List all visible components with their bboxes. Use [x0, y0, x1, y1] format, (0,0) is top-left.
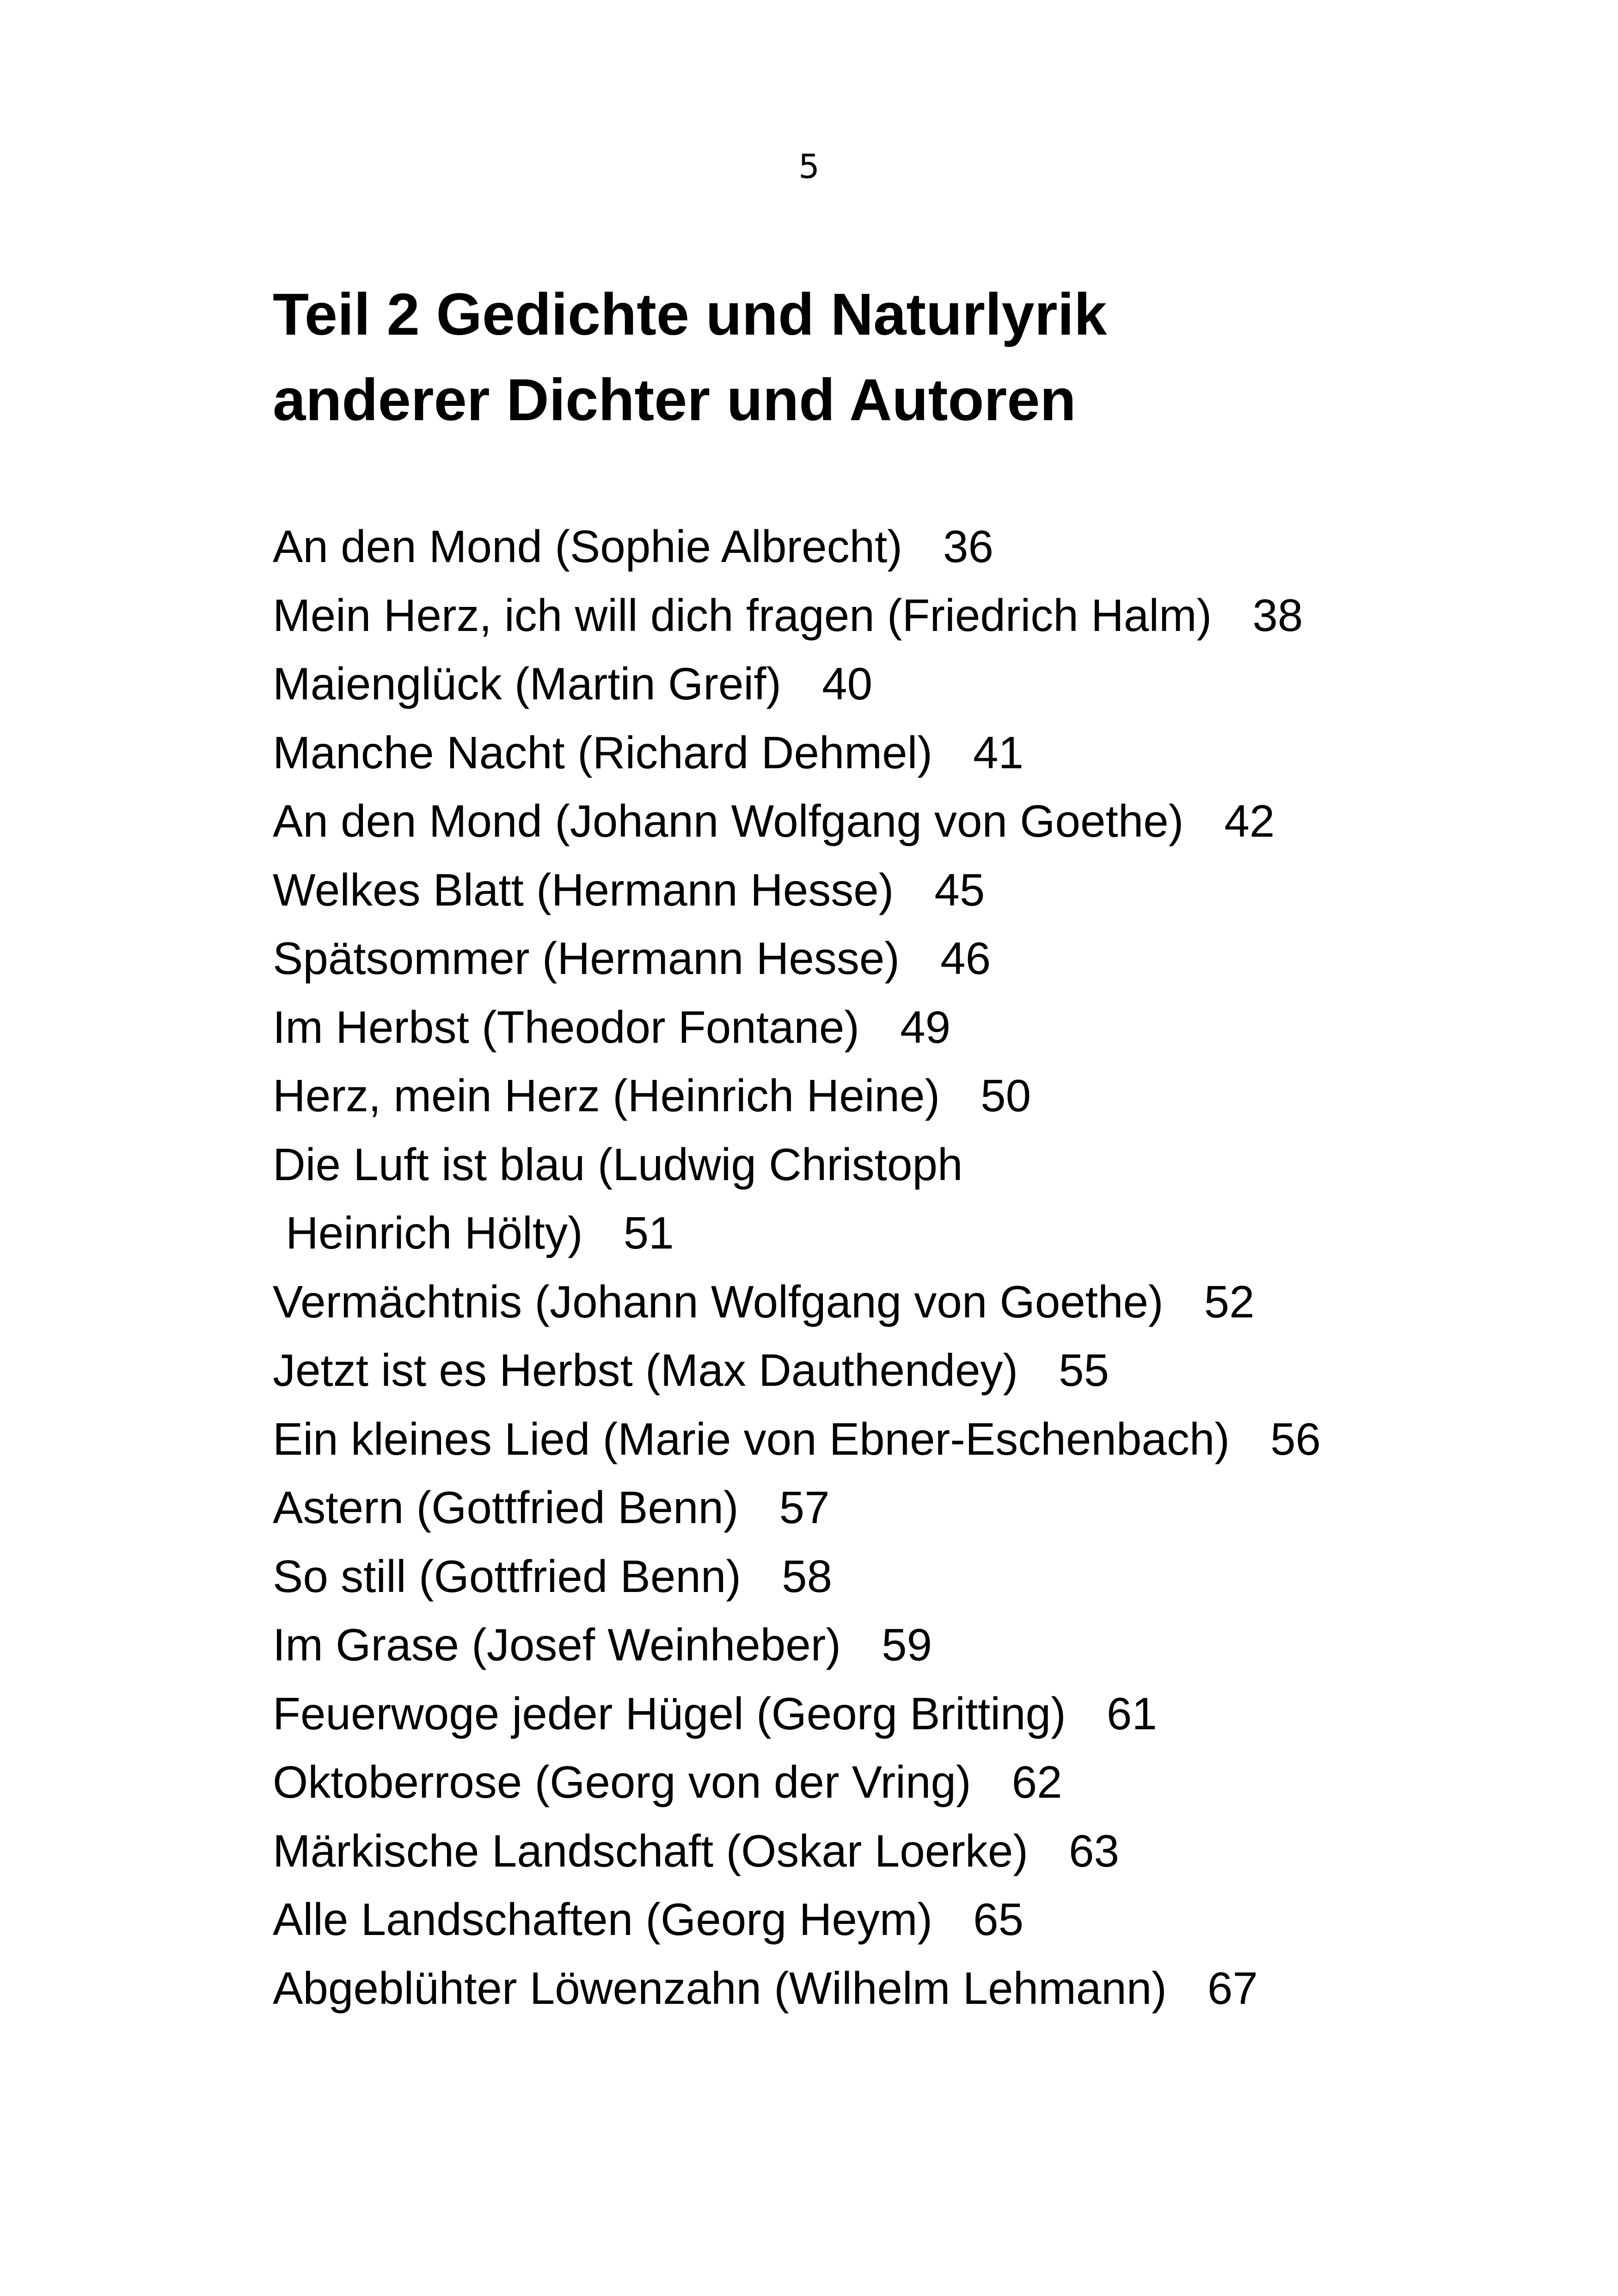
toc-entry-page: 40 — [822, 658, 873, 709]
toc-entry-page: 63 — [1069, 1825, 1120, 1876]
toc-entry — [273, 993, 1321, 1062]
toc-entry-title: Vermächtnis (Johann Wolfgang von Goethe) — [273, 1276, 1164, 1327]
toc-entry — [273, 1061, 1321, 1130]
toc-entry-page: 50 — [981, 1070, 1031, 1121]
toc-entry-title: Jetzt ist es Herbst (Max Dauthendey) — [273, 1345, 1018, 1396]
toc-entry-page: 62 — [1011, 1757, 1062, 1807]
toc-entry — [273, 1405, 1321, 1474]
toc-entry-page: 36 — [943, 521, 993, 572]
toc-entry-title: An den Mond (Johann Wolfgang von Goethe) — [273, 796, 1184, 846]
toc-entry-title: Im Grase (Josef Weinheber) — [273, 1619, 841, 1670]
toc-entry-title: Oktoberrose (Georg von der Vring) — [273, 1757, 971, 1807]
toc-entry-page: 61 — [1106, 1688, 1157, 1739]
toc-entry-title: Herz, mein Herz (Heinrich Heine) — [273, 1070, 940, 1121]
toc-entry — [273, 1473, 1321, 1542]
page-number: 5 — [798, 147, 820, 186]
toc-entry — [273, 924, 1321, 993]
toc-entry-page: 46 — [940, 933, 991, 984]
toc-entry — [273, 1954, 1321, 2023]
toc-entry-title: Im Herbst (Theodor Fontane) — [273, 1001, 860, 1053]
toc-entry-page: 51 — [623, 1207, 674, 1258]
toc-entry-continuation — [273, 1199, 1321, 1267]
toc-entry — [273, 1679, 1321, 1748]
toc-entry-title: Manche Nacht (Richard Dehmel) — [273, 727, 932, 778]
toc-entry — [273, 1336, 1321, 1405]
toc-entry-page: 58 — [782, 1550, 833, 1602]
toc-entry — [273, 512, 1321, 581]
toc-entry-page: 52 — [1204, 1276, 1255, 1327]
toc-entry-title: An den Mond (Sophie Albrecht) — [273, 521, 902, 572]
toc-entry — [273, 856, 1321, 925]
toc-entry-title-continued: Heinrich Hölty) — [286, 1207, 583, 1258]
toc-entry-title: Feuerwoge jeder Hügel (Georg Britting) — [273, 1688, 1066, 1739]
section-heading-line-1: Teil 2 Gedichte und Naturlyrik — [273, 282, 1107, 348]
toc-entry-title: Mein Herz, ich will dich fragen (Friedrich Halm) — [273, 589, 1212, 641]
toc-entry-title: Maienglück (Martin Greif) — [273, 658, 782, 709]
toc-entry-title: Welkes Blatt (Hermann Hesse) — [273, 864, 894, 915]
toc-entry-page: 38 — [1252, 589, 1303, 641]
toc-entry — [273, 1542, 1321, 1611]
toc-entry-page: 45 — [934, 864, 985, 915]
toc-entry-title: Abgeblühter Löwenzahn (Wilhelm Lehmann) — [273, 1962, 1167, 2014]
toc-entry — [273, 718, 1321, 787]
toc-entry — [273, 1130, 1321, 1199]
toc-entry-title: Astern (Gottfried Benn) — [273, 1482, 739, 1533]
toc-entry — [273, 1885, 1321, 1954]
toc-entry-title: Ein kleines Lied (Marie von Ebner-Eschenbach) — [273, 1413, 1230, 1464]
toc-entry-title: Die Luft ist blau (Ludwig Christoph — [273, 1139, 963, 1190]
toc-entry-page: 42 — [1224, 796, 1275, 846]
toc-entry-title: Spätsommer (Hermann Hesse) — [273, 933, 900, 984]
table-of-contents — [273, 512, 1321, 2022]
toc-entry — [273, 649, 1321, 718]
toc-entry-title: Alle Landschaften (Georg Heym) — [273, 1894, 933, 1945]
toc-entry-page: 41 — [973, 727, 1024, 778]
toc-entry — [273, 581, 1321, 650]
toc-entry-page: 57 — [779, 1482, 830, 1533]
toc-entry — [273, 1267, 1321, 1336]
toc-entry — [273, 1610, 1321, 1679]
toc-entry-page: 59 — [882, 1619, 932, 1670]
toc-entry — [273, 1817, 1321, 1886]
toc-entry-title: So still (Gottfried Benn) — [273, 1550, 742, 1602]
section-heading-line-2: anderer Dichter und Autoren — [273, 367, 1076, 433]
toc-entry — [273, 1748, 1321, 1817]
toc-entry-title: Märkische Landschaft (Oskar Loerke) — [273, 1825, 1028, 1876]
section-heading — [273, 272, 1107, 443]
toc-entry-page: 49 — [900, 1001, 951, 1053]
toc-entry — [273, 787, 1321, 856]
toc-entry-page: 65 — [973, 1894, 1024, 1945]
toc-entry-page: 67 — [1207, 1962, 1258, 2014]
toc-entry-page: 55 — [1059, 1345, 1109, 1396]
toc-entry-page: 56 — [1270, 1413, 1321, 1464]
